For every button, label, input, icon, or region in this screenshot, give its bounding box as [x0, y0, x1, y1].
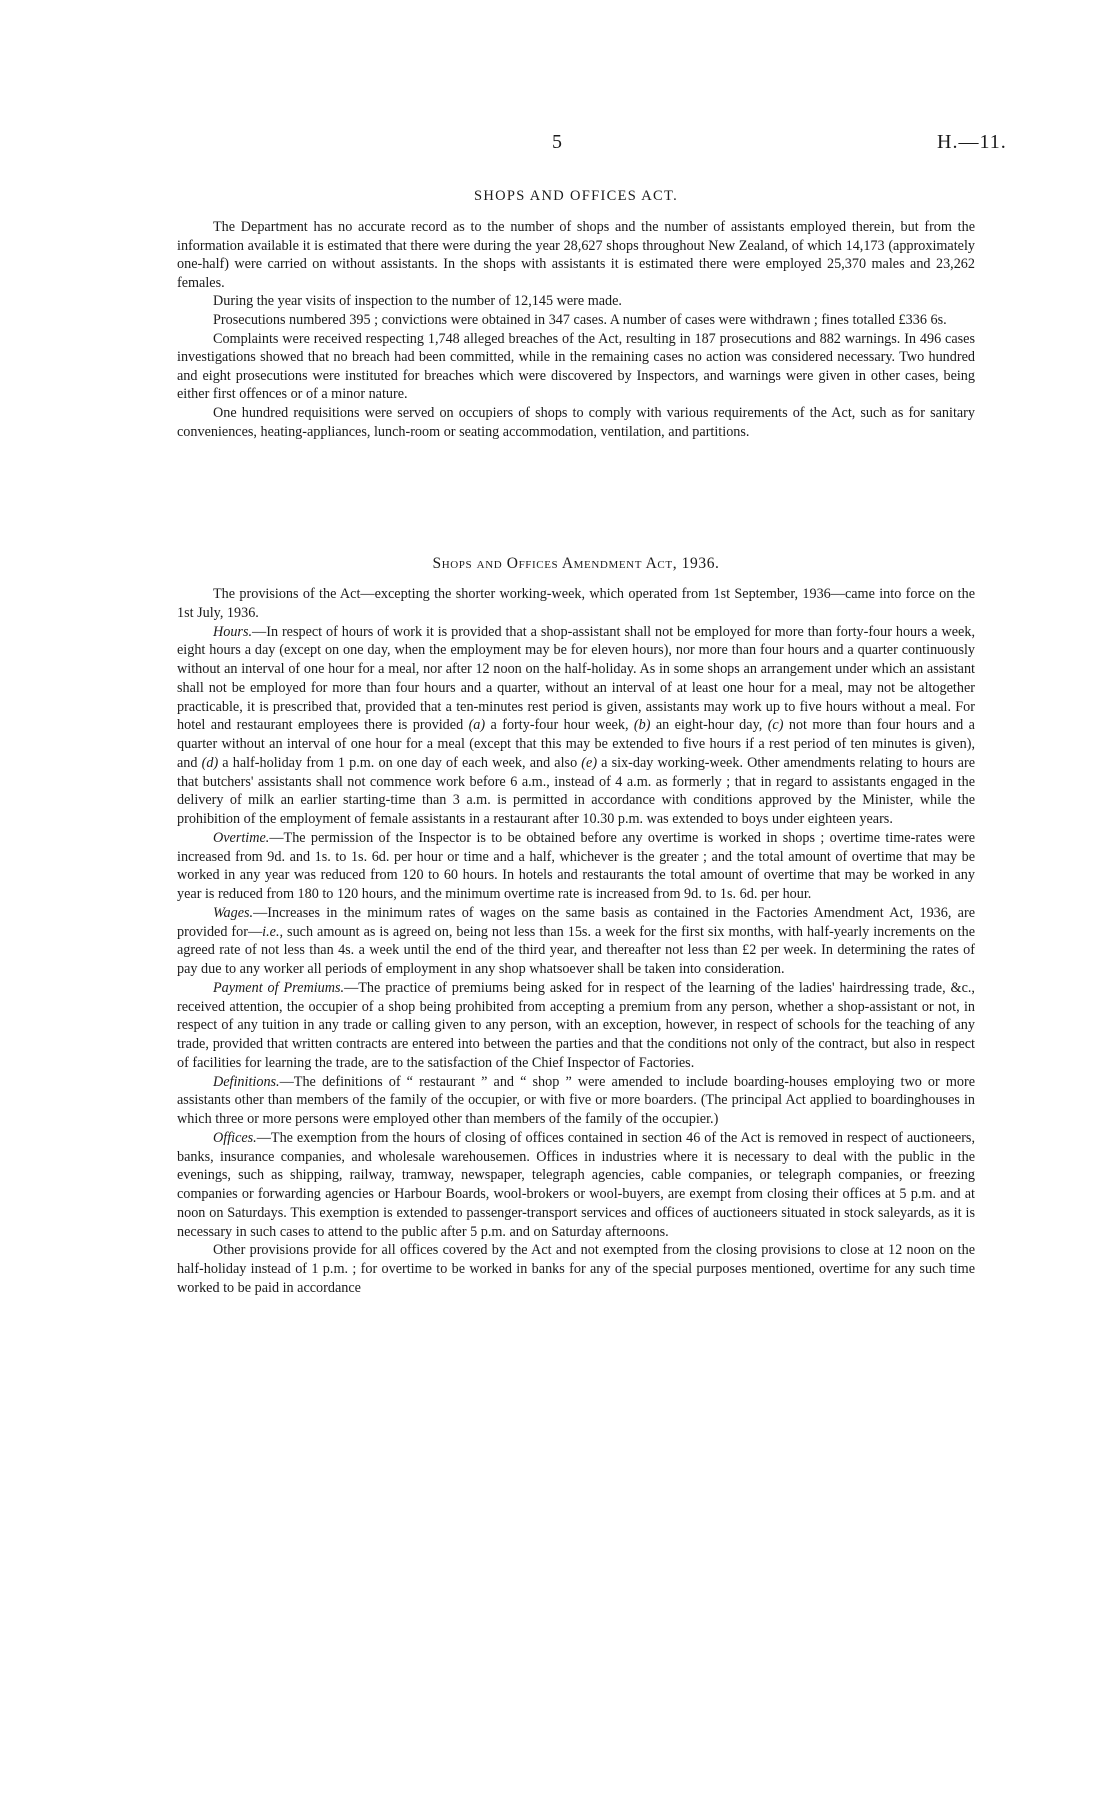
list-marker-c: (c)	[767, 717, 784, 734]
hours-text-b: an eight-hour day,	[650, 717, 768, 734]
offices-text: —The exemption from the hours of closing of offices contained in section 46 of the Act is removed in respect of auctioneers, banks, insurance companies, and wholesale warehousemen. Offices in industries where it is necessary to deal with the public in the evenings, such as shipping, railway, tramway, newspaper, telegraph agencies, cable companies, or telegraph companies, or freezing companies or forwarding agencies or Harbour Boards, wool-brokers or wool-buyers, are exempt from closing their offices at 5 p.m. and at noon on Saturdays. This exemption is extended to passenger-transport services and offices of auctioneers situated in stock saleyards, as it is necessary in such cases to attend to the public after 5 p.m. and on Saturday afternoons.	[177, 1129, 975, 1240]
overtime-text: —The permission of the Inspector is to be obtained before any overtime is worked in shops ; overtime time-rates were increased from 9d. and 1s. to 1s. 6d. per hour or time and a half, whichever is the greater ; and the total amount of overtime that may be worked in any year was reduced from 120 to 60 hours. In hotels and restaurants the total amount of overtime that may be worked in any year is reduced from 180 to 120 hours, and the minimum overtime rate is increased from 9d. to 1s. 6d. per hour.	[177, 829, 975, 902]
section-title: SHOPS AND OFFICES ACT.	[474, 188, 678, 204]
subheading-overtime: Overtime.	[213, 829, 270, 846]
page-number: 5	[552, 131, 562, 153]
definitions-text: —The definitions of “ restaurant ” and “ shop ” were amended to include boarding-houses employing two or more assistants other than members of the family of the occupier, or with five or more boarders. (The principal Act applied to boardinghouses in which three or more persons were employed other than members of the family of the occupier.)	[177, 1073, 975, 1127]
hours-text-d: a half-holiday from 1 p.m. on one day of each week, and also	[218, 754, 582, 771]
list-marker-a: (a)	[468, 717, 486, 734]
section-title: Shops and Offices Amendment Act, 1936.	[432, 555, 720, 572]
wages-text: —Increases in the minimum rates of wages on the same basis as contained in the Factories Amendment Act, 1936, are provided for—	[177, 904, 975, 940]
paragraph-overtime	[177, 829, 975, 904]
paragraph-intro: The provisions of the Act—excepting the shorter working-week, which operated from 1st September, 1936—came into force on the 1st July, 1936.	[177, 586, 975, 621]
list-marker-d: (d)	[201, 754, 219, 771]
hours-text-a: a forty-four hour week,	[485, 717, 634, 734]
subheading-premiums: Payment of Premiums.	[213, 979, 345, 996]
subheading-hours: Hours.	[213, 623, 253, 640]
paragraph-premiums	[177, 979, 975, 1073]
section-amendment-act	[177, 555, 975, 1298]
hours-text-e: a six-day working-week. Other amendments relating to hours are that butchers' assistants shall not commence work before 6 a.m., instead of 4 a.m. as formerly ; that in regard to assistants engaged in the delivery of milk an earlier starting-time than 3 a.m. is permitted in accordance with conditions approved by the Minister, while the prohibition of the employment of female assistants in a restaurant after 10.30 p.m. was extended to boys under eighteen years.	[177, 754, 975, 827]
list-marker-e: (e)	[581, 754, 598, 771]
paragraph-offices	[177, 1129, 975, 1242]
paragraph-other-provisions: Other provisions provide for all offices covered by the Act and not exempted from the closing provisions to close at 12 noon on the half-holiday instead of 1 p.m. ; for overtime to be worked in banks for any of the special purposes mentioned, overtime for any such time worked to be paid in accordance	[177, 1242, 975, 1296]
subheading-wages: Wages.	[213, 904, 254, 921]
paragraph-definitions	[177, 1073, 975, 1129]
list-marker-b: (b)	[633, 717, 651, 734]
page-reference: H.—11.	[937, 131, 1007, 153]
premiums-text: —The practice of premiums being asked for in respect of the learning of the ladies' hairdressing trade, &c., received attention, the occupier of a shop being prohibited from accepting a premium from any person, whether a shop-assistant or not, in respect of any tuition in any trade or calling given to any person, with an exception, however, in respect of schools for the teaching of any trade, provided that written contracts are entered into between the parties and that the conditions not only of the contract, but also in respect of facilities for learning the trade, are to the satisfaction of the Chief Inspector of Factories.	[177, 979, 975, 1071]
hours-text: —In respect of hours of work it is provided that a shop-assistant shall not be employed for more than forty-four hours a week, eight hours a day (except on one day, when the employment may be for eleven hours), nor more than four hours and a quarter continuously without an interval of one hour for a meal, nor after 12 noon on the half-holiday. As in some shops an arrangement under which an assistant shall not be employed for more than four hours and a quarter, without an interval of at least one hour for a meal, may not be altogether practicable, it is prescribed that, provided that a ten-minutes rest period is given, assistants may work up to five hours without a meal. For hotel and restaurant employees there is provided	[177, 623, 975, 734]
wages-text-continued: such amount as is agreed on, being not less than 15s. a week for the first six months, with half-yearly increments on the agreed rate of not less than 4s. a week until the end of the third year, and thereafter not less than £2 per week. In determining the rates of pay due to any worker all periods of employment in any shop whatsoever shall be taken into consideration.	[177, 923, 975, 977]
paragraph-shops-estimate: The Department has no accurate record as to the number of shops and the number of assistants employed therein, but from the information available it is estimated that there were during the year 28,627 shops throughout New Zealand, of which 14,173 (approximately one-half) were carried on without assistants. In the shops with assistants it is estimated there were employed 25,370 males and 23,262 females.	[177, 219, 975, 291]
paragraph-wages	[177, 904, 975, 979]
wages-ie: i.e.,	[262, 923, 284, 940]
section-shops-and-offices-act	[177, 188, 975, 441]
paragraph-hours	[177, 623, 975, 829]
paragraph-prosecutions: Prosecutions numbered 395 ; convictions were obtained in 347 cases. A number of cases were withdrawn ; fines totalled £336 6s.	[213, 311, 947, 328]
paragraph-requisitions: One hundred requisitions were served on occupiers of shops to comply with various requirements of the Act, such as for sanitary conveniences, heating-appliances, lunch-room or seating accommodation, ventilation, and partitions.	[177, 404, 975, 440]
paragraph-inspections: During the year visits of inspection to the number of 12,145 were made.	[213, 293, 622, 310]
paragraph-complaints: Complaints were received respecting 1,748 alleged breaches of the Act, resulting in 187 prosecutions and 882 warnings. In 496 cases investigations showed that no breach had been committed, while in the remaining cases no action was considered necessary. Two hundred and eight prosecutions were instituted for breaches which were discovered by Inspectors, and warnings were given in other cases, being either first offences or of a minor nature.	[177, 330, 975, 403]
subheading-offices: Offices.	[213, 1129, 257, 1146]
subheading-definitions: Definitions.	[213, 1073, 280, 1090]
hours-text-c: not more than four hours and a quarter without an interval of one hour for a meal (except that this may be extended to five hours if a rest period of ten minutes is given), and	[177, 717, 975, 771]
